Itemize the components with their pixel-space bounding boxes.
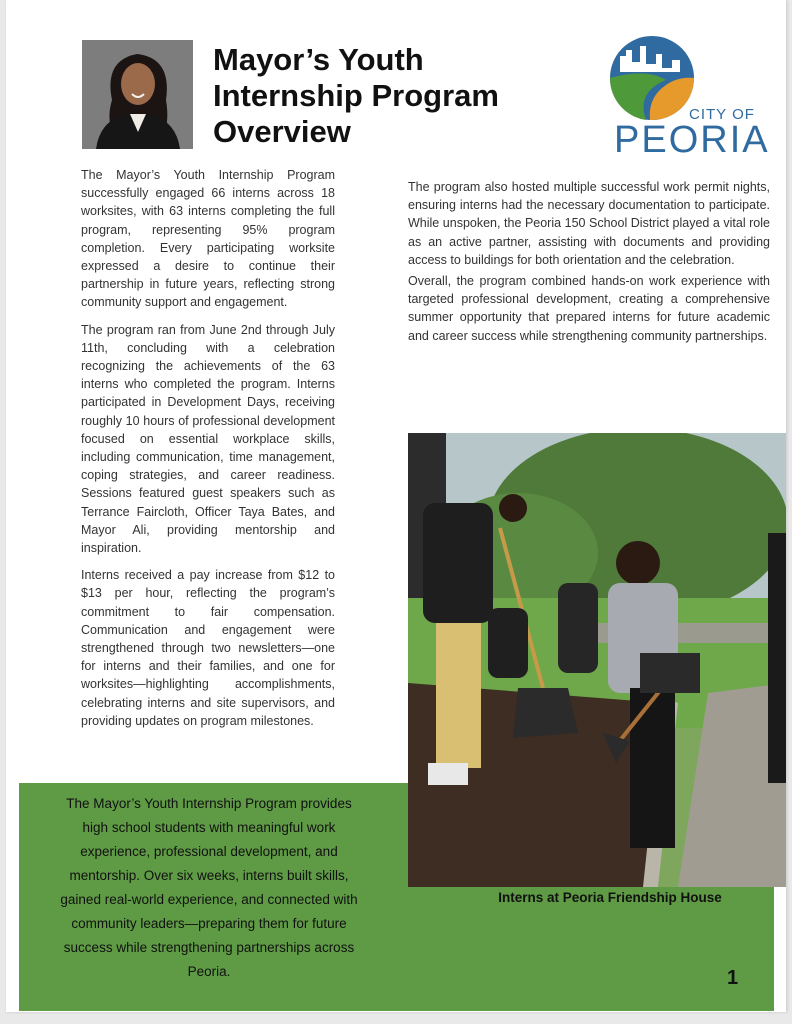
logo-peoria: PEORIA — [614, 119, 770, 161]
paragraph: Interns received a pay increase from $12 to $13 per hour, reflecting the program’s commitment to fair compensation. Communication and engagement were strengthened through two newsletters—one for interns and their families, and one for worksites—highlighting accomplishments, celebrating interns and site supervisors, and providing updates on program milestones. — [81, 568, 335, 728]
peoria-emblem-icon — [606, 32, 698, 124]
paragraph: Overall, the program combined hands-on work experience with targeted professional development, creating a comprehensive summer opportunity that prepared interns for future academic and career success while strengthening community partnerships. — [408, 274, 770, 343]
interns-photo — [408, 433, 786, 887]
right-column — [408, 178, 770, 348]
title-line-3: Overview — [213, 114, 351, 149]
summary-text: The Mayor’s Youth Internship Program provides high school students with meaningful work experience, professional development, and mentorship. Over six weeks, interns built skills, gained real-world experience, and connected with community leaders—preparing them for future success while strengthening partnerships across Peoria. — [60, 796, 358, 979]
page-title — [213, 42, 533, 150]
paragraph: The Mayor’s Youth Internship Program successfully engaged 66 interns across 18 worksites, with 63 interns completing the full program, representing 95% program completion. Every participating worksite expressed a desire to continue their partnership in future years, reflecting strong community support and engagement. — [81, 168, 335, 310]
city-of-peoria-logo — [606, 32, 770, 161]
page-number: 1 — [727, 967, 739, 989]
title-line-1: Mayor’s Youth — [213, 42, 424, 77]
paragraph: The program ran from June 2nd through July 11th, concluding with a celebration recognizing the achievements of the 63 interns who completed the program. Interns participated in Development Days, receiving roughly 10 hours of professional development focused on essential workplace skills, including communication, time management, coping strategies, and career readiness. Sessions featured guest speakers such as Terrance Faircloth, Officer Taya Bates, and Mayor Ali, providing mentorship and inspiration. — [81, 322, 335, 556]
paragraph: The program also hosted multiple successful work permit nights, ensuring interns had the necessary documentation to participate. While unspoken, the Peoria 150 School District played a vital role as an active partner, assisting with documents and providing access to buildings for both orientation and the celebration. — [408, 180, 770, 267]
interns-gardening-photo-icon — [408, 433, 786, 887]
mayor-portrait — [82, 40, 193, 149]
mayor-portrait-photo-icon — [82, 40, 193, 149]
document-page — [6, 0, 786, 1012]
logo-city-of: CITY OF — [689, 106, 755, 123]
left-column — [81, 166, 335, 739]
title-line-2: Internship Program — [213, 78, 499, 113]
photo-caption: Interns at Peoria Friendship House — [498, 890, 722, 905]
